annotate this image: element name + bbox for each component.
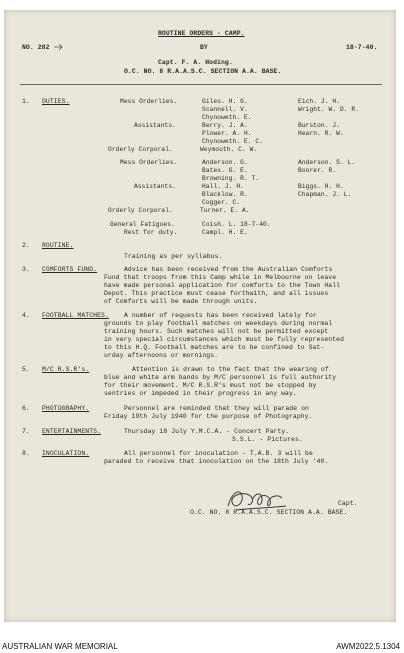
duty-name: Turner. E. A. [200, 207, 250, 214]
section-line: Friday 19th July 1940 for the purpose of Photography. [104, 413, 313, 420]
section-line: Attention is drawn to the fact that the wearing of [132, 366, 329, 373]
section-line: paraded to receive that inoculation on the 18th July '40. [104, 458, 329, 465]
duty-name: Campl. H. E. [202, 229, 248, 236]
punch-mark-icon [54, 44, 64, 50]
section-line: in very special circumstances which must be fully represented [104, 336, 345, 343]
duty-name: Wright. W. D. R. [298, 106, 360, 113]
section-line: All personnel for inoculation - T.A.B. 3 will be [124, 450, 313, 457]
duty-name: Cogger. C. [202, 199, 241, 206]
duty-name: Anderson. G. [202, 159, 248, 166]
section-line: grounds to play football matches on weekdays during normal [104, 320, 333, 327]
duty-label: General Fatigues. [110, 221, 175, 228]
duty-name: Coish. L. 18-7-40. [202, 221, 271, 228]
duty-label: Rest for duty. [124, 229, 178, 236]
duty-name: Scannell. V. [202, 106, 248, 113]
duty-label: Assistants. [134, 122, 176, 129]
section-line: Personnel are reminded that they will parade on [124, 405, 309, 412]
duty-label: Orderly Corporal. [108, 207, 173, 214]
section-number: 6. [22, 405, 30, 412]
duty-name: Chynoweth. E. C. [202, 138, 264, 145]
duty-name: Boorer. R. [298, 167, 337, 174]
section-number: 2. [22, 242, 30, 249]
duty-name: Burston. J. [298, 122, 340, 129]
section-line: have made personal application for comforts to the Town Hall [104, 282, 341, 289]
section-line: Thursday 18 July Y.M.C.A. - Concert Party. [124, 428, 290, 435]
section-line: for their movement. M/C R.S.R's must not be stopped by [104, 382, 317, 389]
duty-name: Eich. J. H. [298, 98, 340, 105]
section-heading: COMFORTS FUND. [42, 266, 98, 273]
footer-credit: AUSTRALIAN WAR MEMORIAL [2, 642, 118, 651]
duty-name: Hall. J. H. [202, 183, 244, 190]
duty-name: Chynoweth. E. [202, 114, 252, 121]
duty-name: Biggs. H. H. [298, 183, 344, 190]
order-number: NO. 282 [22, 44, 50, 51]
signature-unit: O.C. NO. 8 R.A.A.S.C. SECTION A.A. BASE. [190, 509, 348, 516]
duty-name: Browning. R. T. [202, 175, 260, 182]
duty-name: Giles. H. G. [202, 98, 248, 105]
section-line: blue and white arm bands by M/C personnel is full authority [104, 374, 337, 381]
section-text: Training as per syllabus. [124, 253, 223, 260]
duty-label: Orderly Corporal. [108, 146, 173, 153]
section-heading: ENTERTAINMENTS. [42, 428, 102, 435]
section-line: urday afternoons or mornings. [104, 352, 219, 359]
header-rule [20, 84, 382, 85]
duty-name: Bates. G. E. [202, 167, 248, 174]
signature-rank: Capt. [338, 500, 358, 507]
section-heading: FOOTBALL MATCHES. [42, 312, 109, 319]
section-line: of Comforts will be made through units. [104, 298, 258, 305]
section-number: 3. [22, 266, 30, 273]
section-line: A number of requests has been received lately for [124, 312, 317, 319]
section-line: Advice has been received from the Australian Comforts [124, 266, 333, 273]
section-heading: ROUTINE. [42, 242, 74, 249]
section-number: 1. [22, 98, 30, 105]
section-line: training hours. Such matches will not be permitted except [104, 328, 329, 335]
duty-name: Berry. J. A. [202, 122, 248, 129]
section-heading: PHOTOGRAPHY. [42, 405, 90, 412]
duty-label: Mess Orderlies. [120, 159, 178, 166]
duty-label: Mess Orderlies. [120, 98, 178, 105]
by-label: BY [200, 44, 208, 51]
section-line: Depot. This practice must cease forthwith, and all issues [104, 290, 329, 297]
section-number: 7. [22, 428, 30, 435]
duty-name: Chapman. J. L. [298, 191, 352, 198]
section-line: to this H.Q. Football matches are to be confined to Sat- [104, 344, 325, 351]
footer-accession-number: AWM2022.5.1304 [336, 642, 400, 651]
duty-name: Blacklow. R. [202, 191, 248, 198]
section-line: sentries or impeded in their progress in any way. [104, 390, 297, 397]
section-line: Fund that troops from this Camp while in Melbourne on leave [104, 274, 337, 281]
duty-name: Hearn. R. W. [298, 130, 344, 137]
section-number: 5. [22, 366, 30, 373]
duty-name: Anderson. S. L. [298, 159, 356, 166]
order-date: 18-7-40. [346, 44, 378, 51]
section-heading: INOCULATION. [42, 450, 90, 457]
section-number: 8. [22, 450, 30, 457]
document-title: ROUTINE ORDERS - CAMP. [158, 30, 245, 37]
unit-name: O.C. NO. 8 R.A.A.S.C. SECTION A.A. BASE. [124, 68, 282, 75]
duty-name: Plower. A. H. [202, 130, 252, 137]
section-heading: M/C R.S.R's. [42, 366, 90, 373]
section-number: 4. [22, 312, 30, 319]
section-heading: DUTIES. [42, 98, 70, 105]
officer-name: Capt. F. A. Hoding. [158, 59, 233, 66]
section-line: S.S.L. - Pictures. [232, 436, 303, 443]
duty-label: Assistants. [134, 183, 176, 190]
duty-name: Weymouth. C. W. [200, 146, 258, 153]
